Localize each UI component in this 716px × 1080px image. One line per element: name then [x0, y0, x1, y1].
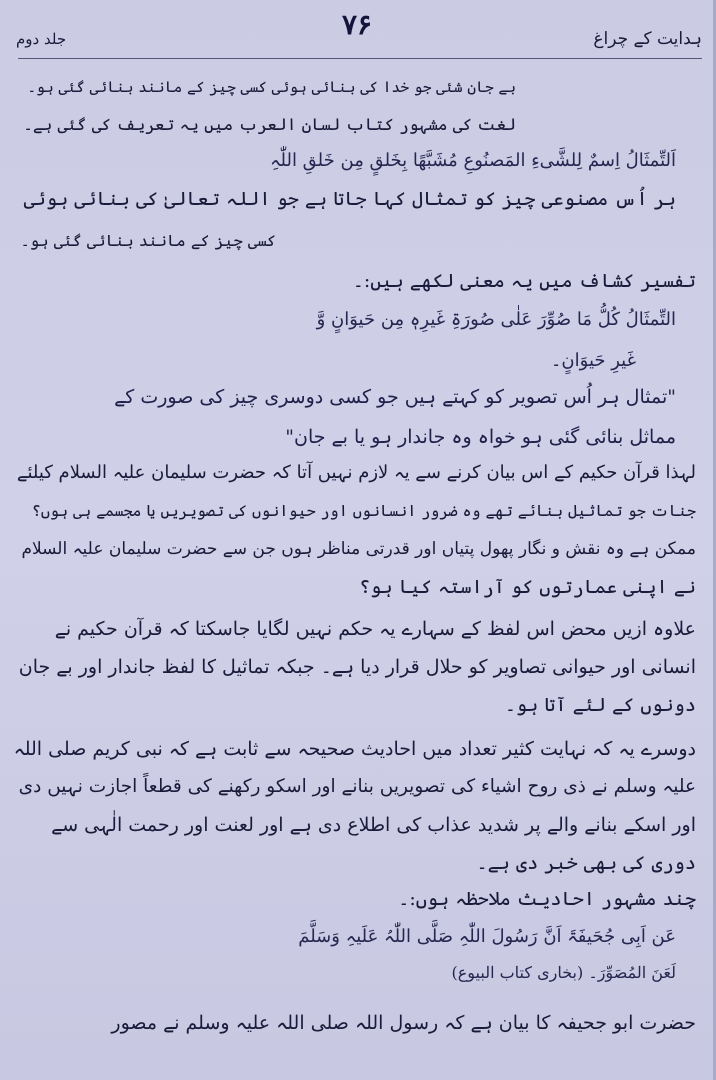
hadith-source-line: لَعَنَ المُصَوِّرَ۔ (بخاری کتاب البیوع) — [451, 963, 676, 982]
text-line: دونوں کے لئے آتا ہو۔ — [504, 694, 696, 716]
section-heading: چند مشہور احادیث ملاحظہ ہوں:۔ — [398, 888, 696, 910]
section-heading: تفسیر کشاف میں یہ معنی لکھے ہیں:۔ — [352, 270, 696, 292]
arabic-quote-line: عَن اَبِی جُحَیفَۃَ اَنَّ رَسُولَ اللّٰہِ صَلَّی اللّٰہُ عَلَیہِ وَسَلَّمَ — [298, 926, 676, 947]
arabic-quote-line: غَیرِ حَیوَانٍ۔ — [550, 350, 636, 371]
text-line: حضرت ابو جحیفہ کا بیان ہے کہ رسول اللہ صلی اللہ علیہ وسلم نے مصور — [111, 1012, 696, 1034]
quote-line: مماثل بنائی گئی ہو خواہ وہ جاندار ہو یا بے جان" — [285, 426, 676, 448]
text-line: کسی چیز کے مانند بنائی گئی ہو۔ — [20, 231, 276, 250]
arabic-quote-line: التِّمثَالُ کُلُّ مَا صُوِّرَ عَلٰی صُورَۃِ غَیرِہٖ مِن حَیوَانٍ وَّ — [316, 309, 676, 330]
header-divider — [18, 58, 702, 59]
text-line: ہر اُس مصنوعی چیز کو تمثال کہا جاتا ہے جو اللہ تعالیٰ کی بنائی ہوئی — [23, 188, 676, 210]
text-line: بے جان شئی جو خدا کی بنائی ہوئی کسی چیز کے مانند بنائی گئی ہو۔ — [27, 78, 516, 96]
arabic-quote-line: اَلتِّمثَالُ اِسمٌ لِلشَّیءِ المَصنُوعِ مُشَبَّهًا بِخَلقٍ مِن خَلقِ اللّٰہِ — [269, 150, 676, 171]
text-line: لغت کی مشہور کتاب لسان العرب میں یہ تعریف کی گئی ہے۔ — [23, 115, 516, 134]
quote-line: "تمثال ہر اُس تصویر کو کہتے ہیں جو کسی دوسری چیز کی صورت کے — [114, 386, 676, 408]
book-title: ہدایت کے چراغ — [593, 29, 702, 49]
text-line: دوسرے یہ کہ نہایت کثیر تعداد میں احادیث صحیحہ سے ثابت ہے کہ نبی کریم صلی اللہ — [13, 738, 696, 760]
text-line: انسانی اور حیوانی تصاویر کو حلال قرار دیا ہے۔ جبکہ تماثیل کا لفظ جاندار اور بے جان — [18, 656, 696, 678]
text-line: علیہ وسلم نے ذی روح اشیاء کی تصویریں بنانے اور اسکو رکھنے کی قطعاً اجازت نہیں دی — [18, 776, 696, 797]
text-line: علاوہ ازیں محض اس لفظ کے سہارے یہ حکم نہیں لگایا جاسکتا کہ قرآن حکیم نے — [54, 618, 696, 640]
text-line: نے اپنی عمارتوں کو آراستہ کیا ہو؟ — [359, 576, 696, 598]
page-number: ۷۶ — [341, 8, 373, 41]
text-line: لہذا قرآن حکیم کے اس بیان کرنے سے یہ لازم نہیں آتا کہ حضرت سلیمان علیہ السلام کیلئے — [16, 462, 696, 483]
text-line: ممکن ہے وہ نقش و نگار پھول پتیاں اور قدرتی مناظر ہوں جن سے حضرت سلیمان علیہ السلام — [21, 539, 696, 559]
text-line: دوری کی بھی خبر دی ہے۔ — [476, 852, 696, 874]
volume-label: جلد دوم — [16, 30, 67, 48]
text-line: اور اسکے بنانے والے پر شدید عذاب کی اطلاع دی ہے اور لعنت اور رحمت الٰہی سے — [51, 814, 696, 836]
text-line: جنات جو تماثیل بنائے تھے وہ ضرور انسانوں اور حیوانوں کی تصویریں یا مجسمے ہی ہوں؟ — [31, 502, 696, 520]
